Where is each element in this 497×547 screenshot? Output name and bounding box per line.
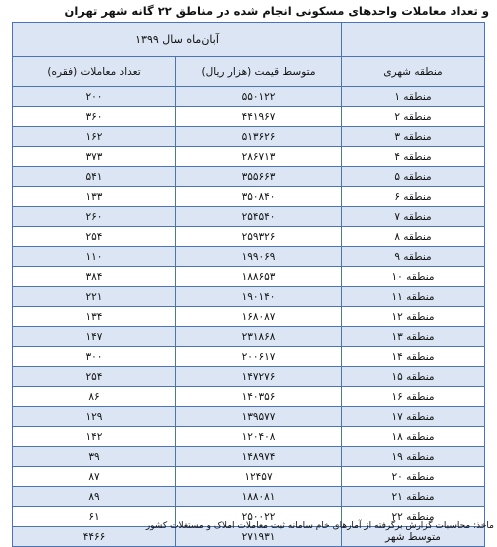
price-cell: ۱۴۷۲۷۶ xyxy=(176,367,342,387)
count-cell: ۱۴۲ xyxy=(13,427,176,447)
city-total-count: ۴۴۶۶ xyxy=(13,527,176,547)
page-title: و تعداد معاملات واحدهای مسکونی انجام شده در مناطق ۲۲ گانه شهر تهران xyxy=(64,4,489,18)
table-row xyxy=(13,267,485,287)
district-cell: منطقه ۱۸ xyxy=(342,427,485,447)
table-row xyxy=(13,127,485,147)
count-cell: ۱۳۴ xyxy=(13,307,176,327)
district-cell: منطقه ۷ xyxy=(342,207,485,227)
district-cell: منطقه ۶ xyxy=(342,187,485,207)
count-cell: ۸۷ xyxy=(13,467,176,487)
price-cell: ۵۵۰۱۲۲ xyxy=(176,87,342,107)
count-cell: ۱۶۲ xyxy=(13,127,176,147)
table-row xyxy=(13,307,485,327)
district-cell: منطقه ۸ xyxy=(342,227,485,247)
transactions-table xyxy=(12,22,485,547)
price-cell: ۲۰۰۶۱۷ xyxy=(176,347,342,367)
price-cell: ۲۵۰۰۲۲ xyxy=(176,507,342,527)
table-row xyxy=(13,87,485,107)
district-cell: منطقه ۱۶ xyxy=(342,387,485,407)
count-cell: ۲۰۰ xyxy=(13,87,176,107)
count-cell: ۳۷۳ xyxy=(13,147,176,167)
count-cell: ۲۶۰ xyxy=(13,207,176,227)
table-row xyxy=(13,327,485,347)
count-column-header: تعداد معاملات (فقره) xyxy=(13,57,176,87)
price-cell: ۱۶۸۰۸۷ xyxy=(176,307,342,327)
table-row xyxy=(13,427,485,447)
district-cell: منطقه ۱۰ xyxy=(342,267,485,287)
price-cell: ۱۲۰۴۰۸ xyxy=(176,427,342,447)
price-cell: ۱۹۹۰۶۹ xyxy=(176,247,342,267)
count-cell: ۲۵۴ xyxy=(13,367,176,387)
price-cell: ۵۱۳۶۲۶ xyxy=(176,127,342,147)
price-cell: ۱۸۸۶۵۳ xyxy=(176,267,342,287)
price-cell: ۱۸۸۰۸۱ xyxy=(176,487,342,507)
price-cell: ۱۴۸۹۷۴ xyxy=(176,447,342,467)
price-cell: ۱۲۴۵۷ xyxy=(176,467,342,487)
district-column-header: منطقه شهری xyxy=(342,57,485,87)
price-cell: ۲۳۱۸۶۸ xyxy=(176,327,342,347)
count-cell: ۱۱۰ xyxy=(13,247,176,267)
table-row xyxy=(13,487,485,507)
table-row xyxy=(13,347,485,367)
table-row xyxy=(13,187,485,207)
price-cell: ۴۴۱۹۶۷ xyxy=(176,107,342,127)
table-row xyxy=(13,407,485,427)
district-cell: منطقه ۵ xyxy=(342,167,485,187)
price-cell: ۲۵۴۵۴۰ xyxy=(176,207,342,227)
district-cell: منطقه ۱۷ xyxy=(342,407,485,427)
period-header: آبان‌ماه سال ۱۳۹۹ xyxy=(13,23,342,57)
price-cell: ۳۵۰۸۴۰ xyxy=(176,187,342,207)
count-cell: ۵۴۱ xyxy=(13,167,176,187)
price-cell: ۳۵۵۶۶۳ xyxy=(176,167,342,187)
header-corner-cell xyxy=(342,23,485,57)
price-cell: ۲۵۹۳۲۶ xyxy=(176,227,342,247)
price-cell: ۱۳۹۵۷۷ xyxy=(176,407,342,427)
district-cell: منطقه ۳ xyxy=(342,127,485,147)
count-cell: ۱۴۷ xyxy=(13,327,176,347)
district-cell: منطقه ۱۹ xyxy=(342,447,485,467)
district-cell: منطقه ۴ xyxy=(342,147,485,167)
price-cell: ۲۸۶۷۱۳ xyxy=(176,147,342,167)
count-cell: ۲۲۱ xyxy=(13,287,176,307)
source-note: ماخذ: محاسبات گزارش برگرفته از آمارهای خام سامانه ثبت معاملات املاک و مستغلات کشور xyxy=(145,521,494,531)
city-average-label: متوسط شهر xyxy=(342,527,485,547)
count-cell: ۸۶ xyxy=(13,387,176,407)
district-cell: منطقه ۱۳ xyxy=(342,327,485,347)
count-cell: ۳۹ xyxy=(13,447,176,467)
count-cell: ۶۱ xyxy=(13,507,176,527)
table-row xyxy=(13,367,485,387)
district-cell: منطقه ۹ xyxy=(342,247,485,267)
count-cell: ۱۲۹ xyxy=(13,407,176,427)
city-average-price: ۲۷۱۹۳۱ xyxy=(176,527,342,547)
table-row xyxy=(13,107,485,127)
table-row xyxy=(13,247,485,267)
district-cell: منطقه ۲ xyxy=(342,107,485,127)
table-row xyxy=(13,467,485,487)
table-row xyxy=(13,167,485,187)
table-row xyxy=(13,447,485,467)
district-cell: منطقه ۱۵ xyxy=(342,367,485,387)
district-cell: منطقه ۲۲ xyxy=(342,507,485,527)
count-cell: ۳۰۰ xyxy=(13,347,176,367)
district-cell: منطقه ۱ xyxy=(342,87,485,107)
district-cell: منطقه ۱۴ xyxy=(342,347,485,367)
district-cell: منطقه ۲۰ xyxy=(342,467,485,487)
table-row xyxy=(13,147,485,167)
price-cell: ۱۴۰۳۵۶ xyxy=(176,387,342,407)
count-cell: ۸۹ xyxy=(13,487,176,507)
table-row xyxy=(13,287,485,307)
count-cell: ۳۶۰ xyxy=(13,107,176,127)
table-row xyxy=(13,387,485,407)
price-column-header: متوسط قیمت (هزار ریال) xyxy=(176,57,342,87)
table-row xyxy=(13,227,485,247)
count-cell: ۱۳۳ xyxy=(13,187,176,207)
district-cell: منطقه ۱۲ xyxy=(342,307,485,327)
price-cell: ۱۹۰۱۴۰ xyxy=(176,287,342,307)
district-cell: منطقه ۱۱ xyxy=(342,287,485,307)
count-cell: ۲۵۴ xyxy=(13,227,176,247)
district-cell: منطقه ۲۱ xyxy=(342,487,485,507)
count-cell: ۳۸۴ xyxy=(13,267,176,287)
table-row xyxy=(13,207,485,227)
